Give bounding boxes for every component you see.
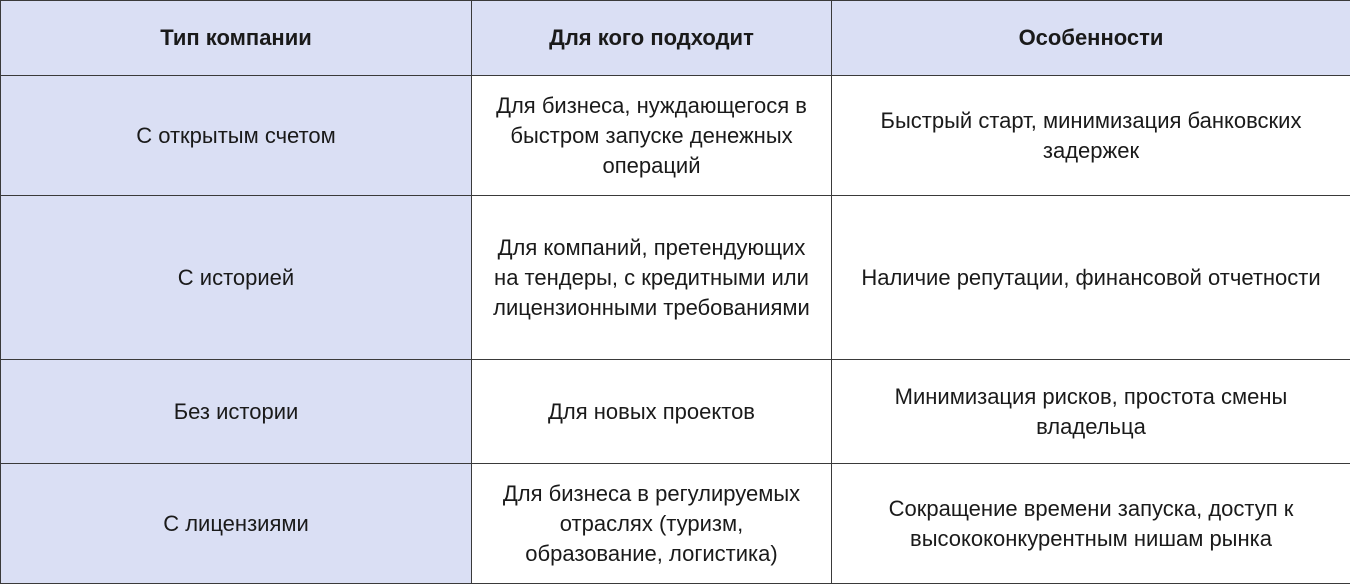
cell-features: Быстрый старт, минимизация банковских задержек bbox=[832, 76, 1350, 196]
cell-features: Наличие репутации, финансовой отчетности bbox=[832, 196, 1350, 360]
cell-company-type: С историей bbox=[1, 196, 472, 360]
cell-suited-for: Для новых проектов bbox=[472, 360, 832, 464]
cell-suited-for: Для компаний, претендующих на тендеры, с кредитными или лицензионными требованиями bbox=[472, 196, 832, 360]
cell-company-type: Без истории bbox=[1, 360, 472, 464]
cell-suited-for: Для бизнеса, нуждающегося в быстром запуске денежных операций bbox=[472, 76, 832, 196]
cell-features: Минимизация рисков, простота смены владельца bbox=[832, 360, 1350, 464]
table-row bbox=[1, 464, 1350, 584]
cell-features: Сокращение времени запуска, доступ к высококонкурентным нишам рынка bbox=[832, 464, 1350, 584]
cell-company-type: С открытым счетом bbox=[1, 76, 472, 196]
table-row bbox=[1, 76, 1350, 196]
header-features: Особенности bbox=[832, 1, 1350, 76]
table-header-row bbox=[1, 1, 1350, 76]
table-row bbox=[1, 196, 1350, 360]
cell-company-type: С лицензиями bbox=[1, 464, 472, 584]
header-suited-for: Для кого подходит bbox=[472, 1, 832, 76]
table-row bbox=[1, 360, 1350, 464]
header-company-type: Тип компании bbox=[1, 1, 472, 76]
cell-suited-for: Для бизнеса в регулируемых отраслях (туризм, образование, логистика) bbox=[472, 464, 832, 584]
